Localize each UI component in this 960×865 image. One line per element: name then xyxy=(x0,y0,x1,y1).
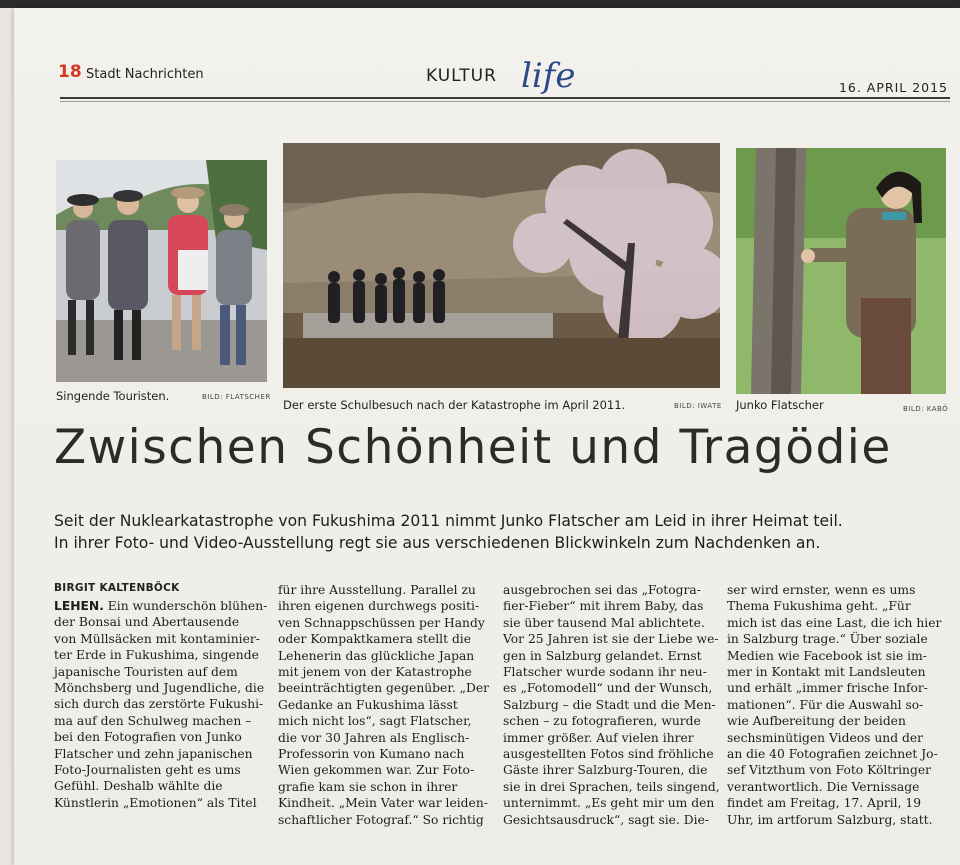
column-line: Flatscher und zehn japanischen xyxy=(54,746,253,761)
column-line: für ihre Ausstellung. Parallel zu xyxy=(278,583,476,597)
column-line: wie Aufbereitung der beiden xyxy=(727,714,906,729)
article-deck xyxy=(54,510,954,554)
column-line: ma auf den Schulweg machen – xyxy=(54,713,252,728)
column-line: schen – zu fotografieren, wurde xyxy=(503,714,701,729)
caption-singing-tourists: Singende Touristen. xyxy=(56,389,170,403)
column-line: sich durch das zerstörte Fukushi- xyxy=(54,697,264,712)
credit-junko-flatscher: BILD: KABÖ xyxy=(903,405,949,413)
column-line: in Salzburg trage.“ Über soziale xyxy=(727,632,928,647)
section-name: Stadt Nachrichten xyxy=(86,67,204,82)
page-header xyxy=(58,56,950,96)
rubric-word: KULTUR xyxy=(426,66,497,86)
column-line: sef Vitzthum von Foto Költringer xyxy=(727,763,932,778)
column-line: ter Erde in Fukushima, singende xyxy=(54,648,259,663)
column-line: Vor 25 Jahren ist sie der Liebe we- xyxy=(503,632,719,647)
column-line: die vor 30 Jahren als Englisch- xyxy=(278,730,470,745)
column-line: Medien wie Facebook ist sie im- xyxy=(727,648,927,663)
header-rule-thin xyxy=(60,101,950,102)
column-line: gen in Salzburg gelandet. Ernst xyxy=(503,648,702,663)
column-line: Thema Fukushima geht. „Für xyxy=(727,599,911,614)
column-line: japanische Touristen auf dem xyxy=(54,664,238,679)
photo-junko-flatscher xyxy=(736,148,946,394)
column-line: ausgestellten Fotos sind fröhliche xyxy=(503,747,714,762)
column-line: sie in drei Sprachen, teils singend, xyxy=(503,779,720,794)
column-line: grafie kam sie schon in ihrer xyxy=(278,779,458,794)
column-line: ser wird ernster, wenn es ums xyxy=(727,583,916,597)
rubric-script: life xyxy=(521,56,576,96)
column-line: sechsminütigen Videos und der xyxy=(727,730,924,745)
column-line: Flatscher wurde sodann ihr neu- xyxy=(503,665,707,680)
column-line: mationen“. Für die Auswahl so- xyxy=(727,697,924,712)
column-line: Kindheit. „Mein Vater war leiden- xyxy=(278,796,488,811)
article-headline: Zwischen Schönheit und Tragödie xyxy=(54,420,892,475)
column-line: Foto-Journalisten geht es ums xyxy=(54,763,241,778)
column-line: und erhält „immer frische Infor- xyxy=(727,681,928,696)
credit-school-visit: BILD: IWATE xyxy=(674,402,722,410)
column-line: sie über tausend Mal ablichtete. xyxy=(503,615,705,630)
article-column-4 xyxy=(727,582,941,828)
column-line: Professorin von Kumano nach xyxy=(278,747,465,762)
photo-singing-tourists xyxy=(56,160,267,382)
column-line: beeinträchtigten gegenüber. „Der xyxy=(278,681,490,696)
column-line: ihren eigenen durchwegs positi- xyxy=(278,599,480,614)
credit-singing-tourists: BILD: FLATSCHER xyxy=(202,393,271,401)
column-line: Gefühl. Deshalb wählte die xyxy=(54,779,223,794)
column-line: Wien gekommen war. Zur Foto- xyxy=(278,763,475,778)
column-line: unternimmt. „Es geht mir um den xyxy=(503,796,715,811)
column-line: an die 40 Fotografien zeichnet Jo- xyxy=(727,747,938,762)
column-line: Mönchsberg und Jugendliche, die xyxy=(54,681,265,696)
photo-singing-tourists-image xyxy=(56,160,267,382)
column-line: von Müllsäcken mit kontaminier- xyxy=(54,631,260,646)
article-author: BIRGIT KALTENBÖCK xyxy=(54,582,180,594)
column-line: Salzburg – die Stadt und die Men- xyxy=(503,697,716,712)
column-line: immer größer. Auf vielen ihrer xyxy=(503,730,694,745)
page-number: 18 xyxy=(58,62,82,82)
column-line: Gedanke an Fukushima lässt xyxy=(278,697,458,712)
article-column-3 xyxy=(503,582,720,828)
column-line: findet am Freitag, 17. April, 19 xyxy=(727,796,922,811)
column-line: verantwortlich. Die Vernissage xyxy=(727,779,920,794)
header-rule xyxy=(60,97,950,99)
column-line: Uhr, im artforum Salzburg, statt. xyxy=(727,812,933,827)
column-line: ausgebrochen sei das „Fotogra- xyxy=(503,583,701,597)
caption-school-visit: Der erste Schulbesuch nach der Katastrophe im April 2011. xyxy=(283,398,626,412)
photo-school-visit-image xyxy=(283,143,720,388)
column-line: Gesichtsausdruck“, sagt sie. Die- xyxy=(503,812,710,827)
scan-top-edge xyxy=(0,0,960,8)
column-line: ven Schnappschüssen per Handy xyxy=(278,615,485,630)
caption-junko-flatscher: Junko Flatscher xyxy=(736,398,824,412)
column-line: Gäste ihrer Salzburg-Touren, die xyxy=(503,763,708,778)
column-line: mit jenem von der Katastrophe xyxy=(278,665,472,680)
column-line: mich ist das eine Last, die ich hier xyxy=(727,615,942,630)
dateline: LEHEN. xyxy=(54,599,104,613)
column-line: schaftlicher Fotograf.“ So richtig xyxy=(278,812,484,827)
photo-junko-flatscher-image xyxy=(736,148,946,394)
column-line: es „Fotomodell“ und der Wunsch, xyxy=(503,681,713,696)
column-line: oder Kompaktkamera stellt die xyxy=(278,632,472,647)
column-line: mich nicht los“, sagt Flatscher, xyxy=(278,714,472,729)
issue-date: 16. APRIL 2015 xyxy=(838,80,948,95)
column-line: LEHEN. Ein wunderschön blühen- xyxy=(54,599,268,613)
column-line: der Bonsai und Abertausende xyxy=(54,615,240,630)
column-line: Lehenerin das glückliche Japan xyxy=(278,648,475,663)
deck-line-2: In ihrer Foto- und Video-Ausstellung regt sie aus verschiedenen Blickwinkeln zum Nachdenken an. xyxy=(54,534,821,552)
column-line: bei den Fotografien von Junko xyxy=(54,730,242,745)
column-line: Künstlerin „Emotionen“ als Titel xyxy=(54,795,257,810)
column-line: fier-Fieber“ mit ihrem Baby, das xyxy=(503,599,704,614)
article-column-1 xyxy=(54,598,267,811)
deck-line-1: Seit der Nuklearkatastrophe von Fukushima 2011 nimmt Junko Flatscher am Leid in ihrer Heimat teil. xyxy=(54,512,843,530)
column-line: mer in Kontakt mit Landsleuten xyxy=(727,665,926,680)
article-column-2 xyxy=(278,582,489,828)
photo-school-visit xyxy=(283,143,720,388)
